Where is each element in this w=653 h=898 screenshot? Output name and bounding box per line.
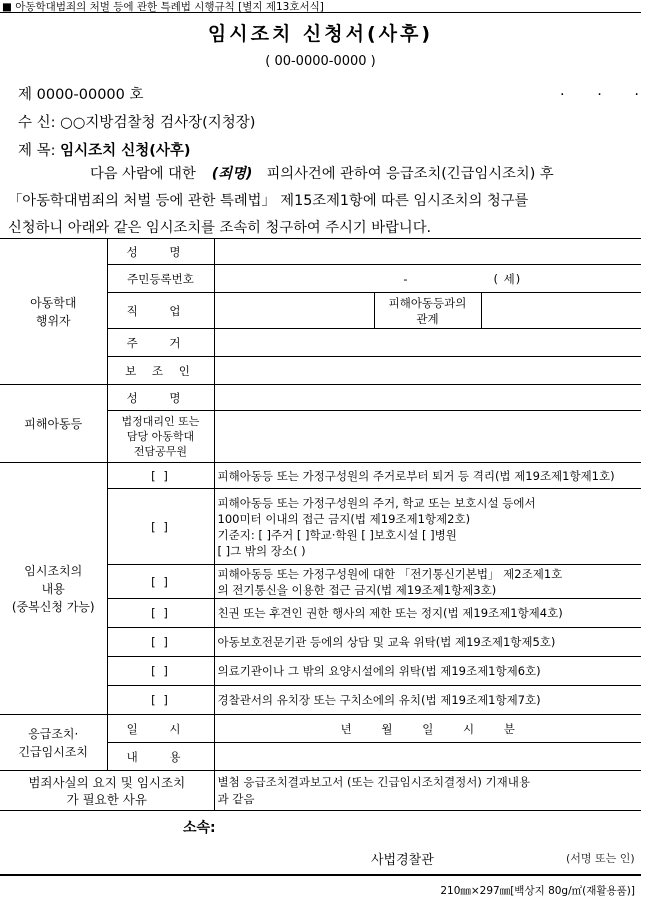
victim-representative-value[interactable]: [214, 411, 641, 463]
relation-label: 피해아동등과의 관계: [374, 293, 481, 329]
subject-label: 제 목:: [18, 143, 56, 159]
offender-job-label: 직 업: [107, 293, 214, 329]
reason-label: 범죄사실의 요지 및 임시조치 가 필요한 사유: [0, 771, 214, 811]
page-title: 임시조치 신청서(사후): [207, 23, 434, 45]
measure-checkbox[interactable]: [ ]: [107, 565, 214, 599]
measure-item: 친권 또는 후견인 권한 행사의 제한 또는 정지(법 제19조제1항제4호): [214, 599, 641, 628]
offender-label: 아동학대 행위자: [0, 239, 107, 385]
offender-name-value[interactable]: [214, 239, 641, 265]
emergency-content-label: 내 용: [107, 743, 214, 771]
recipient-row: [18, 111, 255, 132]
application-table: [0, 238, 641, 811]
victim-name-label: 성 명: [107, 385, 214, 411]
victim-label: 피해아동등: [0, 385, 107, 463]
offender-rrn-value[interactable]: [214, 265, 641, 293]
measure-item: 의료기관이나 그 밖의 요양시설에의 위탁(법 제19조제1항제6호): [214, 657, 641, 686]
body-paragraph: [8, 161, 634, 242]
measure-item: 경찰관서의 유치장 또는 구치소에의 유치(법 제19조제1항제7호): [214, 686, 641, 715]
recipient-label: 수 신:: [18, 115, 56, 131]
reason-value: 별첨 응급조치결과보고서 (또는 긴급임시조치결정서) 기재내용 과 같음: [214, 771, 641, 811]
offender-rrn-label: 주민등록번호: [107, 265, 214, 293]
offender-address-value[interactable]: [214, 329, 641, 357]
measures-label: 임시조치의 내용 (중복신청 가능): [0, 463, 107, 715]
relation-value[interactable]: [481, 293, 641, 329]
signature-label: (서명 또는 인): [566, 852, 635, 865]
rrn-dash: -: [403, 271, 408, 286]
charge-placeholder: (죄명): [211, 166, 253, 182]
assistant-value[interactable]: [214, 357, 641, 385]
measure-checkbox[interactable]: [ ]: [107, 463, 214, 489]
emergency-datetime-label: 일 시: [107, 715, 214, 743]
body-line3: 신청하니 아래와 같은 임시조치를 조속히 청구하여 주시기 바랍니다.: [8, 220, 432, 236]
form-reference: ■ 아동학대범죄의 처벌 등에 관한 특례법 시행규칙 [별지 제13호서식]: [2, 1, 324, 13]
body-line1-a: 다음 사람에 대한: [90, 166, 196, 182]
measure-checkbox[interactable]: [ ]: [107, 657, 214, 686]
emergency-datetime-value[interactable]: 년 월 일 시 분: [214, 715, 641, 743]
victim-name-value[interactable]: [214, 385, 641, 411]
measure-item: 피해아동등 또는 가정구성원의 주거, 학교 또는 보호시설 등에서 100미터 이내의 접근 금지(법 제19조제1항제2호) 기준지: [ ]주거 [ ]학교·학원 [ ]보호시설 [ ]병원 [ ]그 밖의 장소( ): [214, 489, 641, 565]
subject-row: [18, 139, 190, 160]
issue-number: 제 0000-00000 호: [18, 87, 144, 103]
measure-checkbox[interactable]: [ ]: [107, 599, 214, 628]
offender-address-label: 주 거: [107, 329, 214, 357]
offender-name-label: 성 명: [107, 239, 214, 265]
body-line2: 「아동학대범죄의 처벌 등에 관한 특례법」 제15조제1항에 따른 임시조치의 청구를: [8, 193, 529, 209]
subject-value: 임시조치 신청(사후): [60, 143, 191, 159]
header-divider: [0, 12, 641, 13]
assistant-label: 보 조 인: [107, 357, 214, 385]
paper-spec: 210㎜×297㎜[백상지 80g/㎡(재활용품)]: [440, 885, 635, 897]
document-number: ( 00-0000-0000 ): [265, 54, 376, 69]
measure-item: 피해아동등 또는 가정구성원의 주거로부터 퇴거 등 격리(법 제19조제1항제1호): [214, 463, 641, 489]
measure-item: 피해아동등 또는 가정구성원에 대한 「전기통신기본법」 제2조제1호 의 전기통신을 이용한 접근 금지(법 제19조제1항제3호): [214, 565, 641, 599]
measure-item: 아동보호전문기관 등에의 상담 및 교육 위탁(법 제19조제1항제5호): [214, 628, 641, 657]
measure-checkbox[interactable]: [ ]: [107, 686, 214, 715]
recipient-value: ○○지방검찰청 검사장(지청장): [60, 115, 256, 131]
offender-job-value[interactable]: [214, 293, 374, 329]
measure-checkbox[interactable]: [ ]: [107, 628, 214, 657]
officer-label: 사법경찰관: [371, 853, 434, 868]
issue-date: . . .: [560, 83, 653, 99]
measure-checkbox[interactable]: [ ]: [107, 489, 214, 565]
affiliation-label: 소속:: [183, 820, 216, 836]
emergency-content-value[interactable]: [214, 743, 641, 771]
age-field: ( 세): [493, 271, 522, 286]
emergency-label: 응급조치· 긴급임시조치: [0, 715, 107, 771]
victim-representative-label: 법정대리인 또는 담당 아동학대 전담공무원: [107, 411, 214, 463]
footer-divider: [0, 874, 641, 876]
body-line1-b: 피의사건에 관하여 응급조치(긴급임시조치) 후: [266, 166, 554, 182]
